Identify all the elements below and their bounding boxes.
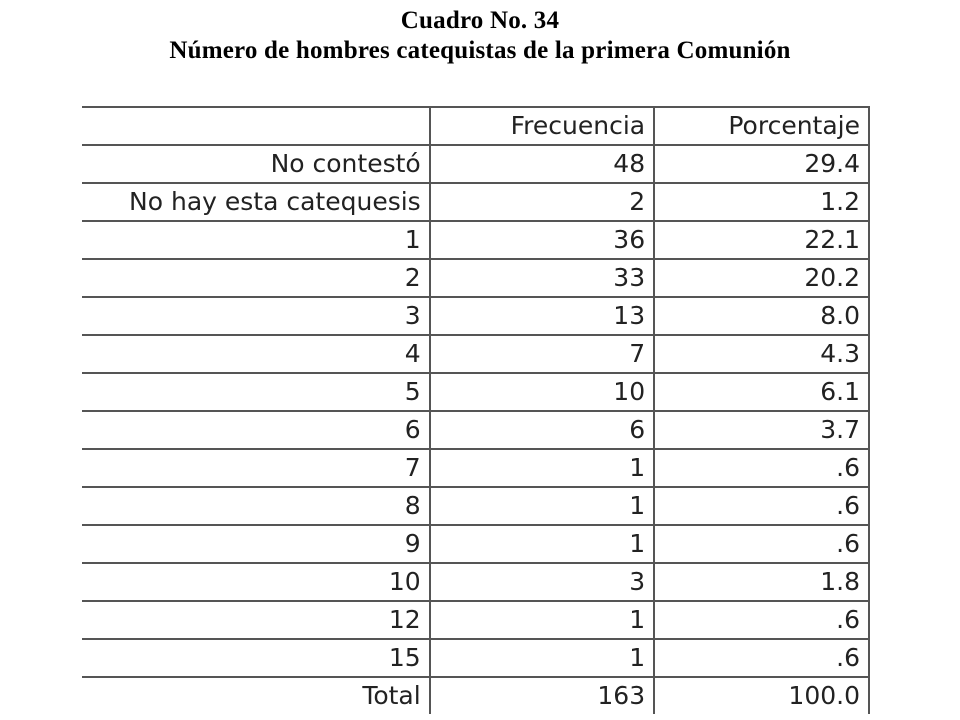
table-row bbox=[82, 373, 869, 411]
header-label-cell bbox=[82, 107, 430, 145]
table-row bbox=[82, 145, 869, 183]
row-porcentaje: 1.2 bbox=[654, 183, 869, 221]
table-row bbox=[82, 411, 869, 449]
row-frecuencia: 48 bbox=[430, 145, 654, 183]
row-label: 3 bbox=[82, 297, 430, 335]
row-porcentaje: 29.4 bbox=[654, 145, 869, 183]
row-porcentaje: .6 bbox=[654, 449, 869, 487]
row-porcentaje: .6 bbox=[654, 601, 869, 639]
row-label: 12 bbox=[82, 601, 430, 639]
table-row bbox=[82, 297, 869, 335]
table-row bbox=[82, 525, 869, 563]
row-porcentaje: 6.1 bbox=[654, 373, 869, 411]
row-frecuencia: 1 bbox=[430, 487, 654, 525]
row-porcentaje: 1.8 bbox=[654, 563, 869, 601]
table-row bbox=[82, 449, 869, 487]
frequency-table bbox=[82, 106, 870, 714]
row-porcentaje: 20.2 bbox=[654, 259, 869, 297]
table-row bbox=[82, 487, 869, 525]
row-label: No hay esta catequesis bbox=[82, 183, 430, 221]
document-title bbox=[0, 6, 960, 66]
table-row bbox=[82, 677, 869, 714]
row-porcentaje: 8.0 bbox=[654, 297, 869, 335]
row-label: 10 bbox=[82, 563, 430, 601]
frequency-table-container bbox=[82, 106, 874, 710]
row-frecuencia: 1 bbox=[430, 601, 654, 639]
row-frecuencia: 13 bbox=[430, 297, 654, 335]
table-number: Cuadro No. 34 bbox=[400, 7, 560, 34]
row-frecuencia: 1 bbox=[430, 449, 654, 487]
row-porcentaje: 4.3 bbox=[654, 335, 869, 373]
row-porcentaje: 3.7 bbox=[654, 411, 869, 449]
row-label: Total bbox=[82, 677, 430, 714]
row-frecuencia: 33 bbox=[430, 259, 654, 297]
row-porcentaje: .6 bbox=[654, 639, 869, 677]
table-row bbox=[82, 259, 869, 297]
row-label: 5 bbox=[82, 373, 430, 411]
table-caption: Número de hombres catequistas de la primera Comunión bbox=[169, 37, 791, 64]
row-frecuencia: 2 bbox=[430, 183, 654, 221]
row-label: 8 bbox=[82, 487, 430, 525]
row-porcentaje: 22.1 bbox=[654, 221, 869, 259]
row-frecuencia: 6 bbox=[430, 411, 654, 449]
row-frecuencia: 1 bbox=[430, 639, 654, 677]
row-label: 6 bbox=[82, 411, 430, 449]
table-row bbox=[82, 639, 869, 677]
row-label: 4 bbox=[82, 335, 430, 373]
row-porcentaje: .6 bbox=[654, 525, 869, 563]
row-porcentaje: .6 bbox=[654, 487, 869, 525]
row-label: No contestó bbox=[82, 145, 430, 183]
row-porcentaje: 100.0 bbox=[654, 677, 869, 714]
row-frecuencia: 1 bbox=[430, 525, 654, 563]
row-label: 2 bbox=[82, 259, 430, 297]
table-row bbox=[82, 563, 869, 601]
row-frecuencia: 7 bbox=[430, 335, 654, 373]
row-frecuencia: 3 bbox=[430, 563, 654, 601]
header-frecuencia: Frecuencia bbox=[430, 107, 654, 145]
row-frecuencia: 36 bbox=[430, 221, 654, 259]
header-porcentaje: Porcentaje bbox=[654, 107, 869, 145]
table-row bbox=[82, 335, 869, 373]
table-row bbox=[82, 601, 869, 639]
row-frecuencia: 10 bbox=[430, 373, 654, 411]
table-row bbox=[82, 183, 869, 221]
row-label: 15 bbox=[82, 639, 430, 677]
row-label: 9 bbox=[82, 525, 430, 563]
row-frecuencia: 163 bbox=[430, 677, 654, 714]
table-header-row bbox=[82, 107, 869, 145]
table-row bbox=[82, 221, 869, 259]
row-label: 7 bbox=[82, 449, 430, 487]
row-label: 1 bbox=[82, 221, 430, 259]
